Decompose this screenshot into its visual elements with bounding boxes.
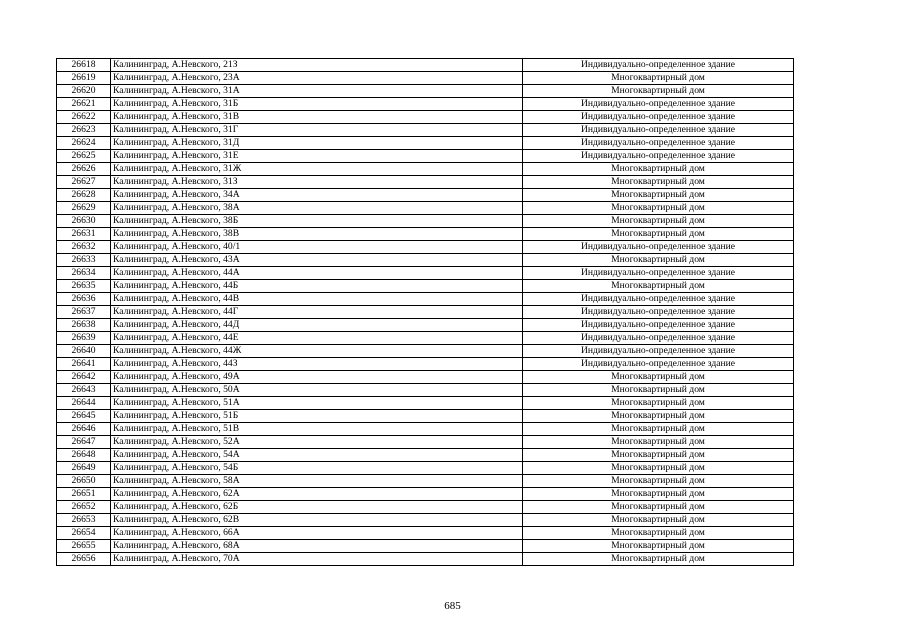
address-cell: Калининград, А.Невского, 31Д xyxy=(111,137,523,150)
row-number-cell: 26620 xyxy=(57,85,111,98)
address-cell: Калининград, А.Невского, 51Б xyxy=(111,410,523,423)
row-number-cell: 26649 xyxy=(57,462,111,475)
table-row xyxy=(57,215,794,228)
row-number-cell: 26635 xyxy=(57,280,111,293)
address-cell: Калининград, А.Невского, 51А xyxy=(111,397,523,410)
table-row xyxy=(57,514,794,527)
row-number-cell: 26644 xyxy=(57,397,111,410)
row-number-cell: 26643 xyxy=(57,384,111,397)
address-cell: Калининград, А.Невского, 66А xyxy=(111,527,523,540)
building-type-cell: Многоквартирный дом xyxy=(523,254,794,267)
row-number-cell: 26633 xyxy=(57,254,111,267)
building-type-cell: Многоквартирный дом xyxy=(523,397,794,410)
row-number-cell: 26619 xyxy=(57,72,111,85)
row-number-cell: 26631 xyxy=(57,228,111,241)
address-cell: Калининград, А.Невского, 70А xyxy=(111,553,523,566)
table-row xyxy=(57,475,794,488)
building-type-cell: Индивидуально-определенное здание xyxy=(523,293,794,306)
building-type-cell: Индивидуально-определенное здание xyxy=(523,137,794,150)
address-cell: Калининград, А.Невского, 44Ж xyxy=(111,345,523,358)
address-cell: Калининград, А.Невского, 50А xyxy=(111,384,523,397)
row-number-cell: 26632 xyxy=(57,241,111,254)
building-type-cell: Многоквартирный дом xyxy=(523,189,794,202)
table-row xyxy=(57,436,794,449)
building-type-cell: Многоквартирный дом xyxy=(523,488,794,501)
table-row xyxy=(57,280,794,293)
table-row xyxy=(57,202,794,215)
table-row xyxy=(57,150,794,163)
address-cell: Калининград, А.Невского, 38В xyxy=(111,228,523,241)
building-type-cell: Индивидуально-определенное здание xyxy=(523,332,794,345)
building-type-cell: Многоквартирный дом xyxy=(523,553,794,566)
row-number-cell: 26641 xyxy=(57,358,111,371)
row-number-cell: 26629 xyxy=(57,202,111,215)
row-number-cell: 26653 xyxy=(57,514,111,527)
table-row xyxy=(57,163,794,176)
table-row xyxy=(57,189,794,202)
row-number-cell: 26618 xyxy=(57,59,111,72)
table-row xyxy=(57,462,794,475)
address-cell: Калининград, А.Невского, 40/1 xyxy=(111,241,523,254)
row-number-cell: 26640 xyxy=(57,345,111,358)
table-row xyxy=(57,540,794,553)
building-type-cell: Многоквартирный дом xyxy=(523,163,794,176)
row-number-cell: 26624 xyxy=(57,137,111,150)
table-row xyxy=(57,410,794,423)
row-number-cell: 26623 xyxy=(57,124,111,137)
table-row xyxy=(57,111,794,124)
table-row xyxy=(57,124,794,137)
table-row xyxy=(57,267,794,280)
table-row xyxy=(57,501,794,514)
building-type-cell: Многоквартирный дом xyxy=(523,410,794,423)
table-row xyxy=(57,384,794,397)
address-cell: Калининград, А.Невского, 62А xyxy=(111,488,523,501)
row-number-cell: 26645 xyxy=(57,410,111,423)
table-row xyxy=(57,449,794,462)
address-cell: Калининград, А.Невского, 68А xyxy=(111,540,523,553)
row-number-cell: 26628 xyxy=(57,189,111,202)
table-row xyxy=(57,423,794,436)
building-type-cell: Индивидуально-определенное здание xyxy=(523,358,794,371)
table-row xyxy=(57,293,794,306)
address-cell: Калининград, А.Невского, 44З xyxy=(111,358,523,371)
address-cell: Калининград, А.Невского, 31Е xyxy=(111,150,523,163)
building-type-cell: Многоквартирный дом xyxy=(523,384,794,397)
address-cell: Калининград, А.Невского, 34А xyxy=(111,189,523,202)
building-type-cell: Многоквартирный дом xyxy=(523,176,794,189)
building-type-cell: Многоквартирный дом xyxy=(523,202,794,215)
page-number: 685 xyxy=(444,600,461,612)
address-cell: Калининград, А.Невского, 21З xyxy=(111,59,523,72)
address-cell: Калининград, А.Невского, 54Б xyxy=(111,462,523,475)
table-row xyxy=(57,553,794,566)
row-number-cell: 26625 xyxy=(57,150,111,163)
address-cell: Калининград, А.Невского, 38А xyxy=(111,202,523,215)
table-row xyxy=(57,345,794,358)
table-row xyxy=(57,176,794,189)
building-type-cell: Многоквартирный дом xyxy=(523,280,794,293)
building-type-cell: Многоквартирный дом xyxy=(523,449,794,462)
address-cell: Калининград, А.Невского, 31Г xyxy=(111,124,523,137)
table-row xyxy=(57,358,794,371)
row-number-cell: 26637 xyxy=(57,306,111,319)
address-cell: Калининград, А.Невского, 31Ж xyxy=(111,163,523,176)
building-type-cell: Многоквартирный дом xyxy=(523,527,794,540)
table-row xyxy=(57,98,794,111)
table-row xyxy=(57,306,794,319)
address-cell: Калининград, А.Невского, 62В xyxy=(111,514,523,527)
row-number-cell: 26626 xyxy=(57,163,111,176)
table-row xyxy=(57,319,794,332)
address-cell: Калининград, А.Невского, 44Д xyxy=(111,319,523,332)
building-type-cell: Многоквартирный дом xyxy=(523,436,794,449)
address-cell: Калининград, А.Невского, 31В xyxy=(111,111,523,124)
building-type-cell: Многоквартирный дом xyxy=(523,540,794,553)
building-type-cell: Многоквартирный дом xyxy=(523,501,794,514)
row-number-cell: 26634 xyxy=(57,267,111,280)
building-type-cell: Многоквартирный дом xyxy=(523,423,794,436)
row-number-cell: 26630 xyxy=(57,215,111,228)
address-cell: Калининград, А.Невского, 44Б xyxy=(111,280,523,293)
address-cell: Калининград, А.Невского, 31З xyxy=(111,176,523,189)
table-row xyxy=(57,72,794,85)
row-number-cell: 26639 xyxy=(57,332,111,345)
table-row xyxy=(57,85,794,98)
address-cell: Калининград, А.Невского, 31А xyxy=(111,85,523,98)
building-type-cell: Многоквартирный дом xyxy=(523,85,794,98)
table-row xyxy=(57,397,794,410)
building-type-cell: Многоквартирный дом xyxy=(523,371,794,384)
building-type-cell: Индивидуально-определенное здание xyxy=(523,124,794,137)
address-cell: Калининград, А.Невского, 44Г xyxy=(111,306,523,319)
row-number-cell: 26646 xyxy=(57,423,111,436)
row-number-cell: 26621 xyxy=(57,98,111,111)
row-number-cell: 26656 xyxy=(57,553,111,566)
address-cell: Калининград, А.Невского, 23А xyxy=(111,72,523,85)
building-type-cell: Многоквартирный дом xyxy=(523,462,794,475)
building-type-cell: Индивидуально-определенное здание xyxy=(523,98,794,111)
address-cell: Калининград, А.Невского, 58А xyxy=(111,475,523,488)
building-type-cell: Индивидуально-определенное здание xyxy=(523,241,794,254)
table-row xyxy=(57,254,794,267)
table-row xyxy=(57,527,794,540)
row-number-cell: 26654 xyxy=(57,527,111,540)
row-number-cell: 26638 xyxy=(57,319,111,332)
table-row xyxy=(57,371,794,384)
row-number-cell: 26647 xyxy=(57,436,111,449)
building-type-cell: Многоквартирный дом xyxy=(523,215,794,228)
row-number-cell: 26650 xyxy=(57,475,111,488)
building-type-cell: Индивидуально-определенное здание xyxy=(523,267,794,280)
table-row xyxy=(57,488,794,501)
building-type-cell: Многоквартирный дом xyxy=(523,514,794,527)
register-table xyxy=(56,58,794,566)
row-number-cell: 26636 xyxy=(57,293,111,306)
building-type-cell: Индивидуально-определенное здание xyxy=(523,345,794,358)
row-number-cell: 26627 xyxy=(57,176,111,189)
row-number-cell: 26651 xyxy=(57,488,111,501)
table-row xyxy=(57,241,794,254)
building-type-cell: Индивидуально-определенное здание xyxy=(523,59,794,72)
address-cell: Калининград, А.Невского, 44Е xyxy=(111,332,523,345)
address-cell: Калининград, А.Невского, 31Б xyxy=(111,98,523,111)
table-row xyxy=(57,59,794,72)
row-number-cell: 26622 xyxy=(57,111,111,124)
building-type-cell: Многоквартирный дом xyxy=(523,228,794,241)
address-cell: Калининград, А.Невского, 49А xyxy=(111,371,523,384)
address-cell: Калининград, А.Невского, 43А xyxy=(111,254,523,267)
table-row xyxy=(57,137,794,150)
address-cell: Калининград, А.Невского, 62Б xyxy=(111,501,523,514)
row-number-cell: 26652 xyxy=(57,501,111,514)
row-number-cell: 26648 xyxy=(57,449,111,462)
row-number-cell: 26655 xyxy=(57,540,111,553)
address-cell: Калининград, А.Невского, 51В xyxy=(111,423,523,436)
register-table-body xyxy=(57,59,794,566)
building-type-cell: Индивидуально-определенное здание xyxy=(523,150,794,163)
building-type-cell: Индивидуально-определенное здание xyxy=(523,306,794,319)
row-number-cell: 26642 xyxy=(57,371,111,384)
building-type-cell: Многоквартирный дом xyxy=(523,72,794,85)
address-cell: Калининград, А.Невского, 54А xyxy=(111,449,523,462)
address-cell: Калининград, А.Невского, 38Б xyxy=(111,215,523,228)
table-row xyxy=(57,332,794,345)
building-type-cell: Индивидуально-определенное здание xyxy=(523,111,794,124)
building-type-cell: Индивидуально-определенное здание xyxy=(523,319,794,332)
address-cell: Калининград, А.Невского, 52А xyxy=(111,436,523,449)
address-cell: Калининград, А.Невского, 44А xyxy=(111,267,523,280)
table-row xyxy=(57,228,794,241)
address-cell: Калининград, А.Невского, 44В xyxy=(111,293,523,306)
building-type-cell: Многоквартирный дом xyxy=(523,475,794,488)
